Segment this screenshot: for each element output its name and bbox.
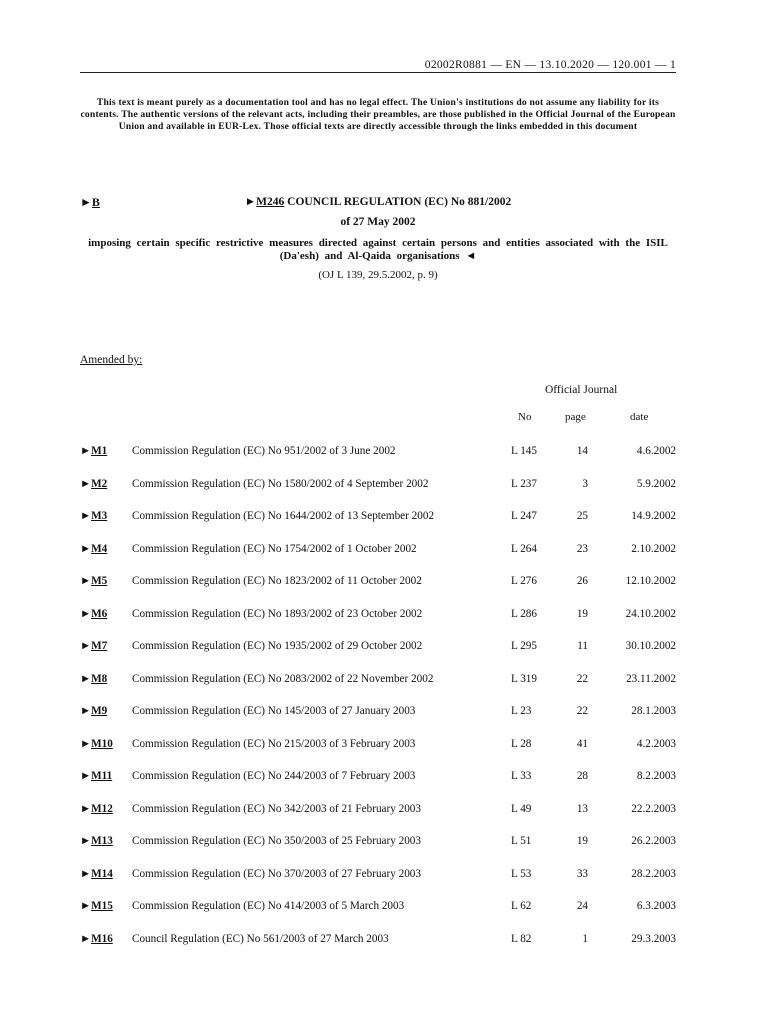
regulation-title-block bbox=[80, 195, 676, 281]
amendment-marker bbox=[80, 933, 113, 945]
oj-page: 19 bbox=[576, 835, 588, 847]
amendment-marker bbox=[80, 738, 113, 750]
oj-page: 23 bbox=[576, 542, 588, 555]
regulation-heading: COUNCIL REGULATION (EC) No 881/2002 bbox=[287, 196, 512, 208]
amendment-link[interactable]: M10 bbox=[91, 737, 113, 750]
amendment-marker bbox=[80, 575, 107, 587]
oj-reference: (OJ L 139, 29.5.2002, p. 9) bbox=[318, 269, 438, 281]
oj-number: L 62 bbox=[511, 900, 532, 912]
amendment-link-m246[interactable]: M246 bbox=[256, 196, 285, 208]
amendment-link[interactable]: M6 bbox=[91, 607, 108, 620]
document-reference: 02002R0881 — EN — 13.10.2020 — 120.001 — 1 bbox=[424, 59, 676, 71]
oj-date: 29.3.2003 bbox=[631, 932, 676, 945]
table-row bbox=[80, 900, 676, 933]
amendment-link[interactable]: M15 bbox=[91, 900, 113, 912]
amendment-link[interactable]: M9 bbox=[91, 705, 108, 717]
arrow-right-icon: ► bbox=[80, 900, 92, 912]
arrow-right-icon: ► bbox=[80, 932, 92, 945]
amendment-marker bbox=[80, 868, 113, 880]
amendment-title: Commission Regulation (EC) No 350/2003 of 25 February 2003 bbox=[132, 835, 421, 847]
amended-by-label: Amended by: bbox=[80, 354, 143, 366]
regulation-heading-line bbox=[80, 195, 676, 209]
official-journal-heading: Official Journal bbox=[545, 384, 618, 396]
oj-number: L 295 bbox=[511, 640, 537, 652]
amendment-title: Commission Regulation (EC) No 244/2003 of 7 February 2003 bbox=[132, 770, 416, 782]
amendment-title: Commission Regulation (EC) No 1754/2002 of 1 October 2002 bbox=[132, 542, 417, 555]
amendment-marker bbox=[80, 673, 107, 685]
header-divider bbox=[80, 72, 676, 73]
amendment-marker bbox=[80, 478, 107, 490]
oj-number: L 82 bbox=[511, 932, 532, 945]
oj-number: L 237 bbox=[511, 477, 537, 490]
arrow-left-icon: ◄ bbox=[465, 250, 477, 262]
amendment-marker bbox=[80, 770, 112, 782]
table-row bbox=[80, 445, 676, 478]
arrow-right-icon: ► bbox=[80, 510, 92, 522]
column-header-date: date bbox=[630, 411, 649, 423]
amendments-table bbox=[80, 445, 676, 965]
arrow-right-icon: ► bbox=[80, 835, 92, 847]
amendment-title: Commission Regulation (EC) No 215/2003 of 3 February 2003 bbox=[132, 737, 416, 750]
arrow-right-icon: ► bbox=[80, 542, 92, 555]
oj-number: L 276 bbox=[511, 575, 537, 587]
amendment-marker bbox=[80, 543, 107, 555]
amendment-link[interactable]: M8 bbox=[91, 672, 108, 685]
arrow-right-icon: ► bbox=[80, 672, 92, 685]
amendment-link[interactable]: M16 bbox=[91, 932, 113, 945]
amendment-title: Commission Regulation (EC) No 1893/2002 of 23 October 2002 bbox=[132, 607, 423, 620]
oj-page: 1 bbox=[582, 932, 588, 945]
oj-date: 14.9.2002 bbox=[631, 510, 676, 522]
amendment-link[interactable]: M3 bbox=[91, 510, 108, 522]
amendment-marker bbox=[80, 835, 113, 847]
table-row bbox=[80, 608, 676, 641]
arrow-right-icon: ► bbox=[80, 607, 92, 620]
table-row bbox=[80, 835, 676, 868]
oj-date: 12.10.2002 bbox=[625, 575, 676, 587]
amendment-marker bbox=[80, 445, 107, 457]
amendment-title: Commission Regulation (EC) No 1580/2002 of 4 September 2002 bbox=[132, 477, 429, 490]
base-act-link[interactable]: B bbox=[91, 195, 100, 209]
table-row bbox=[80, 770, 676, 803]
oj-date: 22.2.2003 bbox=[631, 802, 676, 815]
arrow-right-icon: ► bbox=[80, 477, 92, 490]
amendment-link[interactable]: M13 bbox=[91, 835, 113, 847]
amendment-link[interactable]: M1 bbox=[91, 445, 108, 457]
arrow-right-icon: ► bbox=[244, 196, 257, 208]
arrow-right-icon: ► bbox=[80, 705, 92, 717]
arrow-right-icon: ► bbox=[80, 867, 92, 880]
oj-page: 25 bbox=[576, 510, 588, 522]
oj-page: 11 bbox=[577, 640, 588, 652]
oj-page: 26 bbox=[576, 575, 588, 587]
arrow-right-icon: ► bbox=[80, 640, 92, 652]
amendment-marker bbox=[80, 608, 107, 620]
oj-date: 30.10.2002 bbox=[625, 640, 676, 652]
amendment-link[interactable]: M11 bbox=[91, 770, 113, 782]
oj-number: L 264 bbox=[511, 542, 537, 555]
oj-date: 2.10.2002 bbox=[631, 542, 676, 555]
table-row bbox=[80, 803, 676, 836]
oj-date: 26.2.2003 bbox=[631, 835, 676, 847]
amendment-marker bbox=[80, 510, 107, 522]
amendment-link[interactable]: M4 bbox=[91, 542, 108, 555]
amendment-marker bbox=[80, 705, 107, 717]
arrow-right-icon: ► bbox=[80, 195, 92, 209]
oj-date: 4.2.2003 bbox=[636, 737, 676, 750]
oj-page: 14 bbox=[576, 445, 588, 457]
amendment-marker bbox=[80, 803, 113, 815]
amendment-marker bbox=[80, 900, 113, 912]
oj-page: 33 bbox=[576, 867, 588, 880]
oj-number: L 319 bbox=[511, 672, 537, 685]
table-row bbox=[80, 705, 676, 738]
amendment-link[interactable]: M14 bbox=[91, 867, 113, 880]
table-row bbox=[80, 543, 676, 576]
oj-date: 28.2.2003 bbox=[631, 867, 676, 880]
disclaimer-text: This text is meant purely as a documentation tool and has no legal effect. The Union's institutions do not assume any liability for its contents. The authentic versions of the relevant acts, including their preambles, are those published in the Official Journal of the European Union and available in EUR-Lex. Those official texts are directly accessible through the links embedded in this document bbox=[80, 97, 676, 132]
amendment-title: Commission Regulation (EC) No 414/2003 of 5 March 2003 bbox=[132, 900, 405, 912]
oj-date: 5.9.2002 bbox=[636, 477, 676, 490]
oj-page: 28 bbox=[576, 770, 588, 782]
oj-number: L 51 bbox=[511, 835, 532, 847]
amendment-title: Commission Regulation (EC) No 145/2003 of 27 January 2003 bbox=[132, 705, 416, 717]
arrow-right-icon: ► bbox=[80, 770, 92, 782]
oj-date: 24.10.2002 bbox=[625, 607, 676, 620]
oj-number: L 286 bbox=[511, 607, 537, 620]
regulation-subject: imposing certain specific restrictive measures directed against certain persons and entities associated with the ISIL (Da'esh) and Al-Qaida organisations bbox=[88, 237, 668, 262]
oj-date: 4.6.2002 bbox=[636, 445, 676, 457]
arrow-right-icon: ► bbox=[80, 575, 92, 587]
table-row bbox=[80, 478, 676, 511]
table-row bbox=[80, 510, 676, 543]
oj-number: L 53 bbox=[511, 867, 532, 880]
amendment-link[interactable]: M7 bbox=[91, 640, 108, 652]
oj-number: L 28 bbox=[511, 737, 532, 750]
oj-number: L 23 bbox=[511, 705, 532, 717]
amendment-title: Council Regulation (EC) No 561/2003 of 27 March 2003 bbox=[132, 932, 389, 945]
table-row bbox=[80, 575, 676, 608]
table-row bbox=[80, 673, 676, 706]
table-row bbox=[80, 933, 676, 966]
oj-page: 22 bbox=[576, 672, 588, 685]
regulation-subject-line bbox=[80, 237, 676, 263]
amendment-title: Commission Regulation (EC) No 951/2002 of 3 June 2002 bbox=[132, 445, 396, 457]
arrow-right-icon: ► bbox=[80, 737, 92, 750]
column-header-no: No bbox=[518, 411, 532, 423]
oj-page: 41 bbox=[576, 737, 588, 750]
oj-number: L 33 bbox=[511, 770, 532, 782]
table-row bbox=[80, 640, 676, 673]
oj-number: L 49 bbox=[511, 802, 532, 815]
amendment-marker bbox=[80, 640, 107, 652]
table-row bbox=[80, 738, 676, 771]
oj-page: 22 bbox=[576, 705, 588, 717]
amendment-link[interactable]: M2 bbox=[91, 477, 108, 490]
table-row bbox=[80, 868, 676, 901]
arrow-right-icon: ► bbox=[80, 445, 92, 457]
oj-page: 3 bbox=[582, 477, 588, 490]
oj-page: 19 bbox=[576, 607, 588, 620]
oj-date: 23.11.2002 bbox=[626, 672, 676, 685]
amendment-link[interactable]: M5 bbox=[91, 575, 108, 587]
column-header-page: page bbox=[565, 411, 586, 423]
oj-date: 6.3.2003 bbox=[636, 900, 676, 912]
amendment-title: Commission Regulation (EC) No 370/2003 of 27 February 2003 bbox=[132, 867, 421, 880]
amendment-title: Commission Regulation (EC) No 2083/2002 of 22 November 2002 bbox=[132, 672, 434, 685]
oj-number: L 145 bbox=[511, 445, 537, 457]
oj-number: L 247 bbox=[511, 510, 537, 522]
regulation-date: of 27 May 2002 bbox=[340, 216, 416, 228]
oj-page: 13 bbox=[576, 802, 588, 815]
oj-date: 8.2.2003 bbox=[636, 770, 676, 782]
amendment-title: Commission Regulation (EC) No 342/2003 of 21 February 2003 bbox=[132, 802, 421, 815]
oj-date: 28.1.2003 bbox=[631, 705, 676, 717]
arrow-right-icon: ► bbox=[80, 802, 92, 815]
amendment-link[interactable]: M12 bbox=[91, 802, 113, 815]
amendment-title: Commission Regulation (EC) No 1644/2002 of 13 September 2002 bbox=[132, 510, 435, 522]
oj-page: 24 bbox=[576, 900, 588, 912]
amendment-title: Commission Regulation (EC) No 1935/2002 of 29 October 2002 bbox=[132, 640, 423, 652]
amendment-title: Commission Regulation (EC) No 1823/2002 of 11 October 2002 bbox=[132, 575, 422, 587]
